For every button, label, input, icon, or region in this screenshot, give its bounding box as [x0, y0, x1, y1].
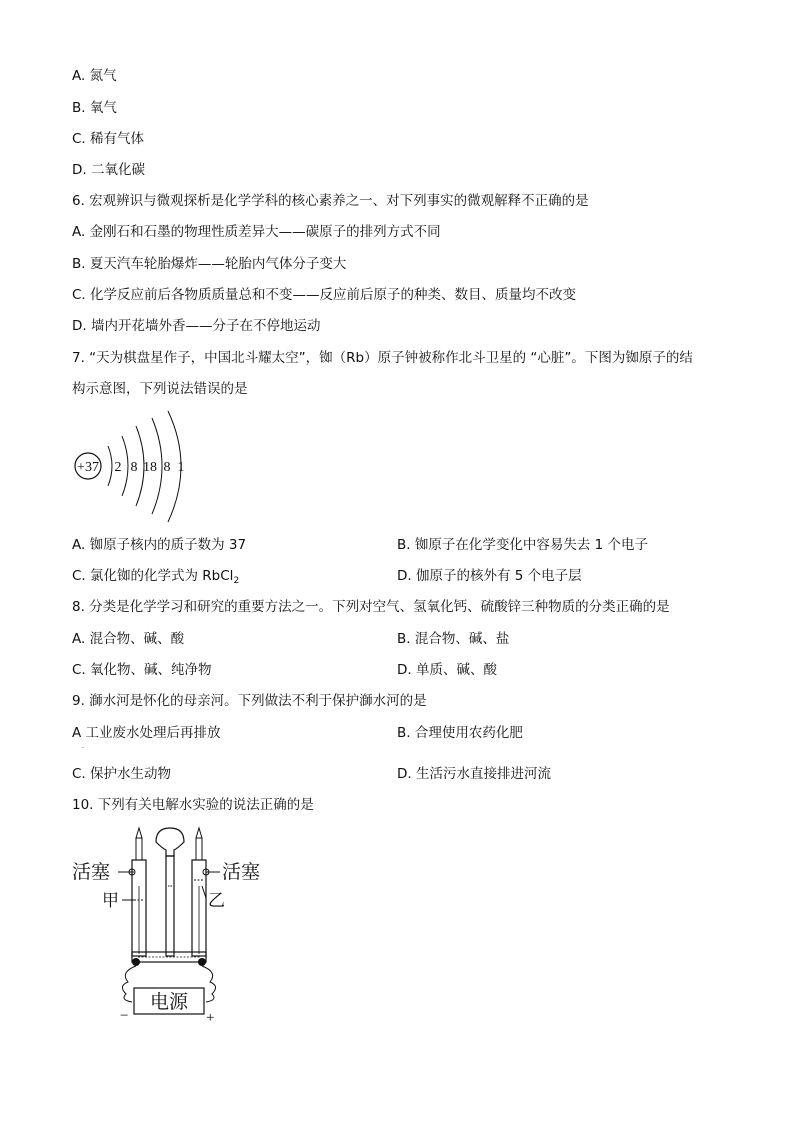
funnel-bulb: [156, 828, 184, 856]
electrolysis-diagram: [70, 826, 270, 1026]
q7-stem-line2: 构示意图，下列说法错误的是: [72, 381, 248, 397]
q6-option-a: A. 金刚石和石墨的物理性质差异大——碳原子的排列方式不同: [72, 224, 441, 240]
stopcock-right-label: 活塞: [222, 862, 261, 883]
shell-arc-2: [122, 436, 128, 496]
shell-arc-1: [108, 446, 112, 486]
tube-right-label: 乙: [208, 891, 225, 910]
q9-option-a: A 工业废水处理后再排放: [72, 725, 221, 741]
q8-stem: 8. 分类是化学学习和研究的重要方法之一。下列对空气、氢氧化钙、硫酸锌三种物质的分类正确的是: [72, 599, 670, 615]
q7-option-c: [72, 567, 239, 590]
center-tube: [166, 856, 174, 956]
q7-option-b: B. 铷原子在化学变化中容易失去 1 个电子: [397, 537, 649, 553]
q5-option-d: D. 二氧化碳: [72, 162, 145, 178]
q8-option-c: C. 氧化物、碱、纯净物: [72, 662, 212, 678]
positive-terminal-label: +: [206, 1010, 215, 1022]
nucleus-label: +37: [77, 460, 99, 475]
rb-atom-diagram: [70, 408, 200, 530]
power-supply-label: 电源: [149, 992, 189, 1013]
q9-option-c: C. 保护水生动物: [72, 766, 172, 782]
shell-count-4: 8: [163, 460, 171, 475]
q7-option-c-subscript: 2: [233, 576, 240, 586]
q7-option-c-text: C. 氯化铷的化学式为 RbCl: [72, 568, 234, 584]
q8-option-d: D. 单质、碱、酸: [397, 662, 497, 678]
q5-option-c: C. 稀有气体: [72, 131, 145, 147]
left-electrode-icon: [132, 958, 140, 966]
q6-option-c: C. 化学反应前后各物质质量总和不变——反应前后原子的种类、数目、质量均不改变: [72, 287, 577, 303]
stopcock-left-label: 活塞: [72, 862, 111, 883]
q6-stem: 6. 宏观辨识与微观探析是化学学科的核心素养之一、对下列事实的微观解释不正确的是: [72, 193, 589, 209]
shell-count-1: 2: [114, 460, 122, 475]
tube-left-label: 甲: [102, 891, 119, 910]
right-electrode-icon: [198, 958, 206, 966]
q9-stem: 9. 溮水河是怀化的母亲河。下列做法不利于保护溮水河的是: [72, 693, 427, 709]
q5-option-b: B. 氧气: [72, 100, 117, 116]
shell-count-5: 1: [177, 460, 185, 475]
shell-count-3: 18: [143, 460, 157, 475]
q10-stem: 10. 下列有关电解水实验的说法正确的是: [72, 797, 314, 813]
left-nozzle: [136, 828, 142, 838]
q7-option-d: D. 伽原子的核外有 5 个电子层: [397, 568, 582, 584]
q9-option-b: B. 合理使用农药化肥: [397, 725, 523, 741]
right-nozzle: [196, 828, 202, 838]
negative-terminal-label: −: [120, 1008, 129, 1022]
q7-stem-line1: 7. “天为棋盘星作子，中国北斗耀太空”，铷（Rb）原子钟被称作北斗卫星的 “心脏”。下图为铷原子的结: [72, 350, 693, 366]
shell-count-2: 8: [130, 460, 138, 475]
q8-option-a: A. 混合物、碱、酸: [72, 631, 185, 647]
q5-option-a: A. 氮气: [72, 68, 117, 84]
q9-option-a-dot: .: [82, 743, 84, 750]
q6-option-d: D. 墙内开花墙外香——分子在不停地运动: [72, 318, 321, 334]
q7-option-a: A. 铷原子核内的质子数为 37: [72, 537, 247, 553]
q8-option-b: B. 混合物、碱、盐: [397, 631, 510, 647]
q9-option-d: D. 生活污水直接排进河流: [397, 766, 551, 782]
q6-option-b: B. 夏天汽车轮胎爆炸——轮胎内气体分子变大: [72, 256, 347, 272]
